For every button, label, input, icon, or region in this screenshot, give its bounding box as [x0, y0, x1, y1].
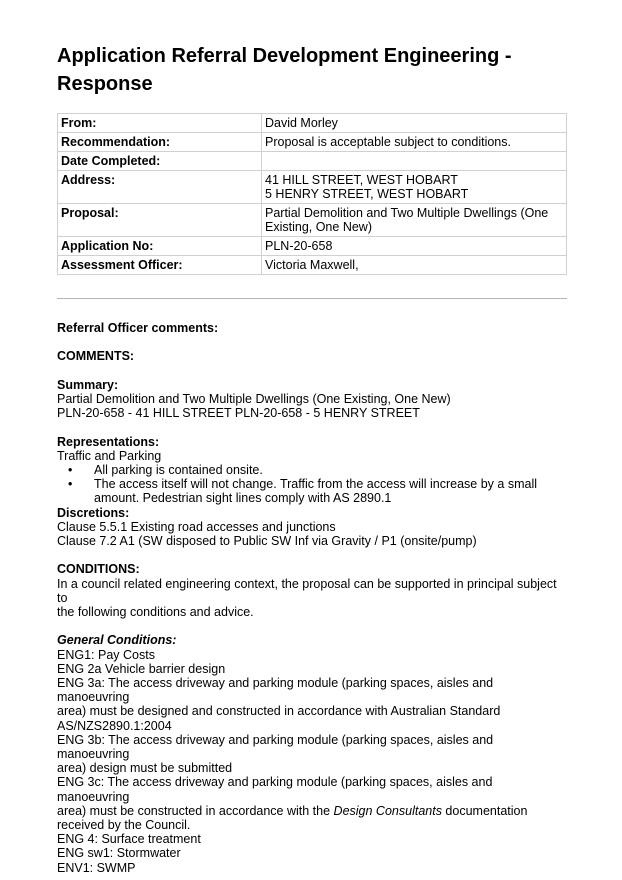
condition-eng3a-line: ENG 3a: The access driveway and parking module (parking spaces, aisles and manoeuvring	[57, 676, 494, 705]
conditions-line: the following conditions and advice.	[57, 605, 254, 619]
discretions-heading: Discretions:	[57, 505, 130, 520]
table-row	[58, 204, 567, 237]
row-value	[262, 114, 567, 133]
eng3c-text: area) must be constructed in accordance with the	[57, 803, 334, 818]
value-line: Existing, One New)	[265, 220, 372, 234]
row-value	[262, 133, 567, 152]
table-row	[58, 133, 567, 152]
discretion-line: Clause 7.2 A1 (SW disposed to Public SW Inf via Gravity / P1 (onsite/pump)	[57, 534, 477, 548]
value-line: Proposal is acceptable subject to conditions.	[265, 135, 511, 149]
representations-heading: Representations:	[57, 434, 160, 449]
summary-line: Partial Demolition and Two Multiple Dwellings (One Existing, One New)	[57, 391, 451, 406]
condition-eng3a-line: area) must be designed and constructed in accordance with Australian Standard	[57, 704, 501, 719]
row-label: Assessment Officer:	[58, 256, 262, 275]
referral-heading: Referral Officer comments:	[57, 321, 219, 335]
conditions-line: In a council related engineering context, the proposal can be supported in principal subject to	[57, 576, 557, 605]
value-line: PLN-20-658	[265, 239, 333, 253]
table-row	[58, 256, 567, 275]
document-body	[57, 321, 567, 875]
value-line: Victoria Maxwell,	[265, 258, 359, 272]
condition-eng2a: ENG 2a Vehicle barrier design	[57, 661, 226, 676]
row-value	[262, 152, 567, 171]
condition-eng4: ENG 4: Surface treatment	[57, 832, 201, 847]
application-info-table	[57, 113, 567, 275]
conditions-heading: CONDITIONS:	[57, 562, 140, 577]
condition-eng3b-line: ENG 3b: The access driveway and parking module (parking spaces, aisles and manoeuvring	[57, 732, 494, 762]
row-label: Address:	[58, 171, 262, 204]
bullet-icon: •	[68, 462, 73, 477]
representations-subheading: Traffic and Parking	[57, 448, 162, 463]
value-line: David Morley	[265, 116, 338, 130]
condition-eng3c-line: ENG 3c: The access driveway and parking module (parking spaces, aisles and manoeuvring	[57, 775, 493, 804]
eng3c-text: documentation	[441, 803, 528, 818]
condition-eng3b-line: area) design must be submitted	[57, 761, 233, 776]
bullet-icon: •	[68, 477, 73, 492]
condition-engsw1: ENG sw1: Stormwater	[57, 846, 181, 861]
summary-line: PLN-20-658 - 41 HILL STREET PLN-20-658 - 5 HENRY STREET	[57, 406, 420, 421]
table-row	[58, 152, 567, 171]
table-row	[58, 114, 567, 133]
representations-list	[57, 463, 567, 506]
list-item-text: The access itself will not change. Traffic from the access will increase by a small	[94, 477, 537, 492]
general-conditions-heading: General Conditions:	[57, 633, 177, 648]
row-label: Proposal:	[58, 204, 262, 237]
condition-eng1: ENG1: Pay Costs	[57, 647, 155, 662]
value-line: 5 HENRY STREET, WEST HOBART	[265, 187, 469, 201]
list-item-text: amount. Pedestrian sight lines comply with AS 2890.1	[94, 491, 392, 506]
row-label: Date Completed:	[58, 152, 262, 171]
row-label: From:	[58, 114, 262, 133]
table-row	[58, 171, 567, 204]
page-title: Application Referral Development Engineering - Response	[57, 45, 512, 95]
row-value	[262, 171, 567, 204]
value-line: 41 HILL STREET, WEST HOBART	[265, 173, 458, 187]
comments-heading: COMMENTS:	[57, 349, 135, 364]
list-item-text: All parking is contained onsite.	[94, 462, 263, 477]
value-line: Partial Demolition and Two Multiple Dwellings (One	[265, 206, 549, 220]
condition-eng3c-line	[57, 804, 567, 818]
list-item	[57, 463, 567, 477]
condition-eng3c-line: received by the Council.	[57, 818, 191, 833]
row-value	[262, 256, 567, 275]
design-consultants-italic: Design Consultants	[333, 803, 442, 818]
row-value	[262, 204, 567, 237]
table-row	[58, 237, 567, 256]
discretion-line: Clause 5.5.1 Existing road accesses and junctions	[57, 519, 336, 534]
section-divider	[57, 298, 567, 299]
row-value	[262, 237, 567, 256]
list-item	[57, 477, 567, 505]
row-label: Application No:	[58, 237, 262, 256]
condition-env1: ENV1: SWMP	[57, 860, 136, 875]
row-label: Recommendation:	[58, 133, 262, 152]
condition-eng3a-line: AS/NZS2890.1:2004	[57, 718, 172, 733]
summary-heading: Summary:	[57, 377, 119, 392]
